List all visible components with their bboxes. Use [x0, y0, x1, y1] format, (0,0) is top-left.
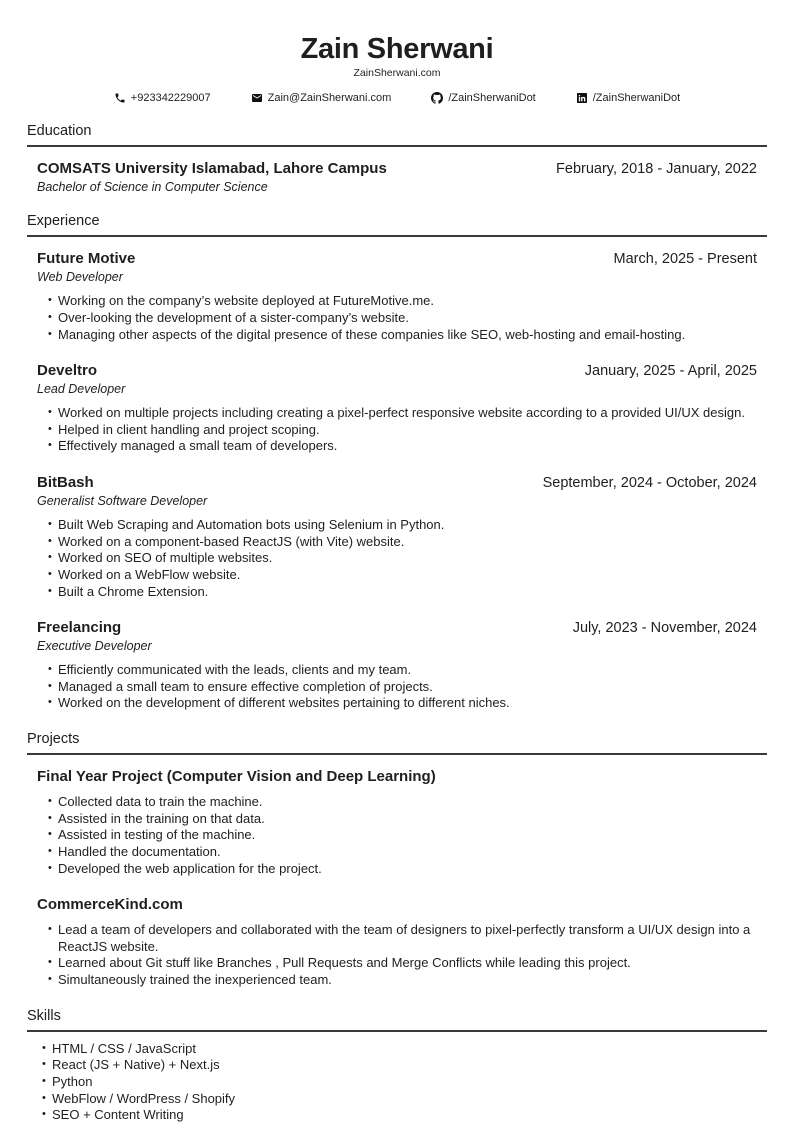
job-title: Lead Developer	[37, 382, 126, 397]
resume-header	[27, 33, 767, 104]
bullet-item: • Managing other aspects of the digital presence of these companies like SEO, web-hosting and email-hosting.	[47, 327, 757, 344]
skill-item: • React (JS + Native) + Next.js	[41, 1057, 767, 1074]
experience-entry-develtro	[37, 362, 757, 455]
bullet-item: • Built Web Scraping and Automation bots using Selenium in Python.	[47, 517, 757, 534]
projects-section-title: Projects	[27, 729, 767, 755]
employment-dates: January, 2025 - April, 2025	[584, 363, 757, 380]
project-bullets	[37, 794, 757, 877]
company-name: Future Motive	[37, 250, 136, 268]
experience-entry-freelancing	[37, 619, 757, 712]
job-bullets	[37, 405, 757, 455]
bullet-item: • Worked on a WebFlow website.	[47, 567, 757, 584]
website-link[interactable]: ZainSherwani.com	[353, 67, 441, 80]
bullet-item: • Worked on the development of different websites pertaining to different niches.	[47, 695, 757, 712]
skill-item: • Python	[41, 1074, 767, 1091]
contact-row	[27, 92, 767, 104]
phone-contact[interactable]	[114, 92, 211, 104]
bullet-item: • Collected data to train the machine.	[47, 794, 757, 811]
education-section	[27, 121, 767, 194]
bullet-item: • Assisted in testing of the machine.	[47, 827, 757, 844]
project-name: Final Year Project (Computer Vision and Deep Learning)	[37, 768, 436, 786]
bullet-item: • Worked on multiple projects including creating a pixel-perfect responsive website according to a provided UI/UX design.	[47, 405, 757, 422]
skills-section	[27, 1006, 767, 1124]
bullet-item: • Worked on a component-based ReactJS (with Vite) website.	[47, 534, 757, 551]
email-icon	[251, 92, 263, 104]
skill-item: • WebFlow / WordPress / Shopify	[41, 1091, 767, 1108]
linkedin-contact[interactable]	[576, 92, 680, 104]
skill-item: • HTML / CSS / JavaScript	[41, 1041, 767, 1058]
github-icon	[431, 92, 443, 104]
employment-dates: July, 2023 - November, 2024	[572, 620, 757, 637]
bullet-item: • Lead a team of developers and collaborated with the team of designers to pixel-perfectly transform a UI/UX design into a ReactJS website.	[47, 922, 757, 955]
education-institution: COMSATS University Islamabad, Lahore Campus	[37, 160, 387, 178]
bullet-item: • Effectively managed a small team of developers.	[47, 438, 757, 455]
bullet-item: • Managed a small team to ensure effective completion of projects.	[47, 679, 757, 696]
projects-section	[27, 729, 767, 989]
experience-section	[27, 211, 767, 712]
bullet-item: • Developed the web application for the project.	[47, 861, 757, 878]
linkedin-handle: /ZainSherwaniDot	[592, 92, 681, 105]
person-name: Zain Sherwani	[300, 33, 494, 65]
education-entry	[37, 160, 757, 194]
company-name: Freelancing	[37, 619, 122, 637]
bullet-item: • Learned about Git stuff like Branches , Pull Requests and Merge Conflicts while leading this project.	[47, 955, 757, 972]
bullet-item: • Handled the documentation.	[47, 844, 757, 861]
skills-list	[27, 1041, 767, 1124]
job-bullets	[37, 293, 757, 343]
job-bullets	[37, 662, 757, 712]
project-entry-fyp	[37, 768, 757, 877]
education-dates: February, 2018 - January, 2022	[556, 161, 757, 178]
bullet-item: • Over-looking the development of a sister-company’s website.	[47, 310, 757, 327]
skill-item: • SEO + Content Writing	[41, 1107, 767, 1124]
education-degree: Bachelor of Science in Computer Science	[37, 180, 268, 195]
project-entry-commercekind	[37, 896, 757, 989]
employment-dates: March, 2025 - Present	[613, 251, 757, 268]
bullet-item: • Worked on SEO of multiple websites.	[47, 550, 757, 567]
project-bullets	[37, 922, 757, 989]
email-contact[interactable]	[251, 92, 392, 104]
experience-section-title: Experience	[27, 211, 767, 237]
employment-dates: September, 2024 - October, 2024	[542, 475, 757, 492]
job-title: Executive Developer	[37, 639, 152, 654]
bullet-item: • Built a Chrome Extension.	[47, 584, 757, 601]
project-name: CommerceKind.com	[37, 896, 183, 914]
bullet-item: • Assisted in the training on that data.	[47, 811, 757, 828]
github-contact[interactable]	[431, 92, 535, 104]
github-handle: /ZainSherwaniDot	[448, 92, 536, 105]
skills-section-title: Skills	[27, 1006, 767, 1032]
bullet-item: • Efficiently communicated with the leads, clients and my team.	[47, 662, 757, 679]
education-section-title: Education	[27, 121, 767, 147]
job-title: Generalist Software Developer	[37, 494, 208, 509]
bullet-item: • Simultaneously trained the inexperienced team.	[47, 972, 757, 989]
experience-entry-bitbash	[37, 474, 757, 600]
email-address: Zain@ZainSherwani.com	[267, 92, 392, 105]
experience-entry-future-motive	[37, 250, 757, 343]
linkedin-icon	[576, 92, 588, 104]
job-bullets	[37, 517, 757, 600]
company-name: Develtro	[37, 362, 98, 380]
job-title: Web Developer	[37, 270, 123, 285]
phone-number: +923342229007	[130, 92, 211, 105]
bullet-item: • Helped in client handling and project scoping.	[47, 422, 757, 439]
phone-icon	[114, 92, 126, 104]
company-name: BitBash	[37, 474, 94, 492]
bullet-item: • Working on the company’s website deployed at FutureMotive.me.	[47, 293, 757, 310]
